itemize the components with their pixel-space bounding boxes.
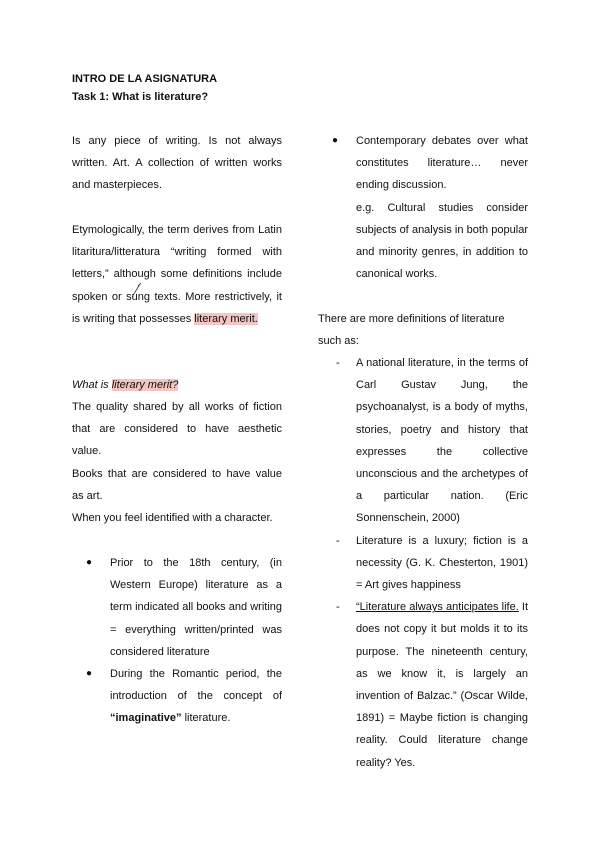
definition-text: Literature is a luxury; fiction is a necessity (G. K. Chesterton, 1901) = Art gives happiness [356,534,528,592]
merit-answer-3: When you feel identified with a character. [72,512,273,525]
right-bullet-list [318,130,528,285]
merit-answer-1: The quality shared by all works of fiction that are considered to have aesthetic value. [72,401,282,458]
left-bullet-list [72,552,282,730]
question-heading [72,374,282,396]
definition-paragraph: Is any piece of writing. Is not always written. Art. A collection of written works and masterpieces. [72,135,282,192]
definition-text: It does not copy it but molds it to its purpose. The nineteenth century, as we know it, is largely an invention of Balzac.” (Oscar Wilde, 1891) = Maybe fiction is changing reality. Could literature change reality? Yes. [356,601,528,769]
bullet-text-end: literature. [181,712,231,725]
list-item [72,663,282,730]
imaginative-term: “imaginative” [110,712,182,725]
bullet-text: Prior to the 18th century, (in Western Europe) literature as a term indicated all books and writing = everything written/printed was considered literature [110,557,282,658]
literary-merit-highlight: literary merit. [194,312,258,325]
example-text: e.g. Cultural studies consider subjects of analysis in both popular and minority genres, in addition to canonical works. [356,201,528,281]
definitions-list [318,352,528,774]
list-item [318,596,528,774]
list-item [318,130,528,285]
list-item [318,352,528,530]
course-title: INTRO DE LA ASIGNATURA [72,73,218,85]
list-item [318,530,528,597]
merit-answer-2: Books that are considered to have value as art. [72,467,282,502]
list-item [72,552,282,663]
wilde-quote: “Literature always anticipates life. [356,601,519,614]
merit-answers [72,396,282,529]
bullet-text: ● Contemporary debates over what constitutes literature… never ending discussion. [356,135,528,192]
etymology-paragraph [72,219,282,330]
question-prefix: What is [72,379,112,391]
question-highlight: literary merit? [111,379,179,391]
definitions-intro: There are more definitions of literature such as: [318,313,505,348]
definition-text: A national literature, in the terms of Carl Gustav Jung, the psychoanalyst, is a body of myths, stories, poetry and history that expresses the collective unconscious and the archetypes of a particular nation. (Eric Sonnenschein, 2000) [356,357,528,525]
task-title: Task 1: What is literature? [72,91,209,103]
bullet-text: During the Romantic period, the introduction of the concept of [110,668,282,703]
etymology-text: Etymologically, the term derives from Latin litaritura/litteratura “writing formed with letters,” although some definitions include spoken or sung texts. More restrictively, it is writing that possesses [72,224,282,325]
